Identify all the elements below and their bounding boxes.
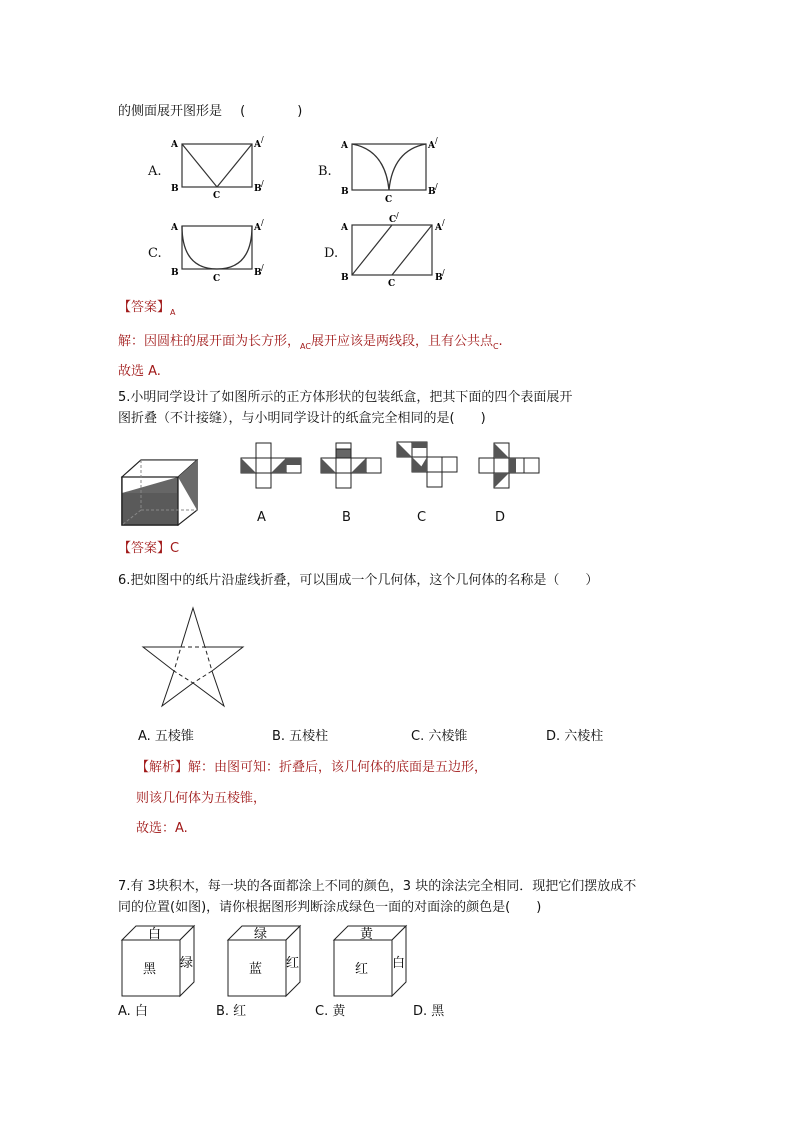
pt-a-prime: A <box>435 223 442 233</box>
q5-net-c <box>396 440 462 492</box>
pt-b-prime: B <box>254 268 262 278</box>
q4-figure-d <box>338 212 448 288</box>
cube-top-label: 黄 <box>360 927 374 942</box>
cube-top-label: 绿 <box>254 927 268 942</box>
q4-answer <box>118 300 176 321</box>
solution-text: 解：因圆柱的展开面为长方形， <box>118 334 301 349</box>
q4-option-d-label: D. <box>324 246 339 261</box>
pt-b-prime: B <box>254 184 262 194</box>
cube-front-label: 黑 <box>143 962 157 977</box>
solution-end: . <box>498 334 503 349</box>
q7-cube-2 <box>224 922 304 998</box>
q4-figure-c <box>168 218 268 282</box>
prime-mark: / <box>261 263 264 272</box>
q4-figure-a <box>168 136 268 200</box>
q7-cube-3 <box>330 922 410 998</box>
q4-paren: ( ) <box>240 104 303 119</box>
prime-mark: / <box>261 136 264 144</box>
answer-tag: 【答案】 <box>118 541 171 556</box>
q4-solution <box>118 334 503 355</box>
solution-text-mid: 展开应该是两线段，且有公共点 <box>310 334 493 349</box>
q6-option-d: D. 六棱柱 <box>546 729 604 744</box>
q5-stem-line2: 图折叠（不计接缝），与小明同学设计的纸盒完全相同的是( ) <box>118 411 486 426</box>
pt-a-prime: A <box>254 223 261 233</box>
q6-analysis-line3: 故选：A. <box>136 821 188 836</box>
cube-side-label: 绿 <box>180 956 194 971</box>
cube-front-label: 红 <box>355 962 369 977</box>
pt-b: B <box>341 187 349 197</box>
pt-a: A <box>341 141 348 151</box>
pt-c: C <box>213 274 221 282</box>
q5-cube-figure <box>118 456 208 530</box>
q7-option-a: A. 白 <box>118 1004 148 1019</box>
q6-option-b: B. 五棱柱 <box>272 729 329 744</box>
answer-value: C <box>170 541 180 556</box>
cube-side-label: 红 <box>286 956 300 971</box>
pt-a-prime: A <box>428 141 435 151</box>
prime-mark: / <box>442 218 445 227</box>
pt-a-prime: A <box>254 140 261 150</box>
cube-side-label: 白 <box>392 956 406 971</box>
q4-conclusion: 故选 A. <box>118 364 161 379</box>
solution-ac: AC <box>300 342 311 351</box>
q7-stem-line1: 7.有 3块积木，每一块的各面都涂上不同的颜色，3 块的涂法完全相同．现把它们摆放成不 <box>118 879 637 894</box>
q4-option-b-label: B. <box>318 164 332 179</box>
q7-stem-line2: 同的位置(如图)，请你根据图形判断涂成绿色一面的对面涂的颜色是( ) <box>118 900 542 915</box>
q5-answer <box>118 541 179 557</box>
q5-net-label-b: B <box>342 510 351 525</box>
q5-stem-line1: 5.小明同学设计了如图所示的正方体形状的包装纸盒，把其下面的四个表面展开 <box>118 390 573 405</box>
pt-b-prime: B <box>435 273 443 283</box>
pt-c: C <box>388 279 396 288</box>
q4-option-c-label: C. <box>148 246 162 261</box>
q7-option-d: D. 黑 <box>413 1004 445 1019</box>
pt-c-prime: C <box>389 215 397 225</box>
q5-net-d <box>478 442 544 492</box>
analysis-tag: 【解析】 <box>136 760 189 775</box>
q5-net-b <box>320 442 384 492</box>
q5-net-label-d: D <box>495 510 506 525</box>
pt-a: A <box>171 140 178 150</box>
pt-b-prime: B <box>428 187 436 197</box>
pt-b: B <box>171 268 179 278</box>
solution-c: C <box>492 342 499 351</box>
q6-option-a: A. 五棱锥 <box>138 729 194 744</box>
pt-c: C <box>385 195 393 204</box>
pt-b: B <box>171 184 179 194</box>
q6-stem: 6.把如图中的纸片沿虚线折叠，可以围成一个几何体，这个几何体的名称是（ ） <box>118 573 599 588</box>
q7-option-c: C. 黄 <box>315 1004 346 1019</box>
prime-mark: / <box>442 268 445 277</box>
q4-stem <box>118 104 302 120</box>
pt-b: B <box>341 273 349 283</box>
cube-front-label: 蓝 <box>249 962 263 977</box>
q4-stem-text: 的侧面展开图形是 <box>118 104 223 119</box>
q6-analysis-line1 <box>136 760 487 776</box>
q5-net-label-c: C <box>417 510 427 525</box>
prime-mark: / <box>435 136 438 145</box>
q4-option-a-label: A. <box>148 164 162 179</box>
q7-cube-1 <box>118 922 198 998</box>
prime-mark: / <box>396 212 399 220</box>
prime-mark: / <box>261 179 264 188</box>
q5-net-label-a: A <box>257 510 266 525</box>
prime-mark: / <box>435 182 438 191</box>
q6-star-figure <box>138 606 248 708</box>
prime-mark: / <box>261 218 264 227</box>
analysis-text: 解：由图可知：折叠后，该几何体的底面是五边形， <box>188 760 488 775</box>
q4-figure-b <box>338 136 448 204</box>
q5-net-a <box>240 442 304 492</box>
cube-top-label: 白 <box>148 927 162 942</box>
answer-tag: 【答案】 <box>118 300 171 315</box>
answer-value: A <box>170 308 176 317</box>
q6-option-c: C. 六棱锥 <box>411 729 468 744</box>
pt-a: A <box>171 223 178 233</box>
q7-option-b: B. 红 <box>216 1004 247 1019</box>
pt-a: A <box>341 223 348 233</box>
q6-analysis-line2: 则该几何体为五棱锥， <box>136 791 267 806</box>
pt-c: C <box>213 191 221 200</box>
